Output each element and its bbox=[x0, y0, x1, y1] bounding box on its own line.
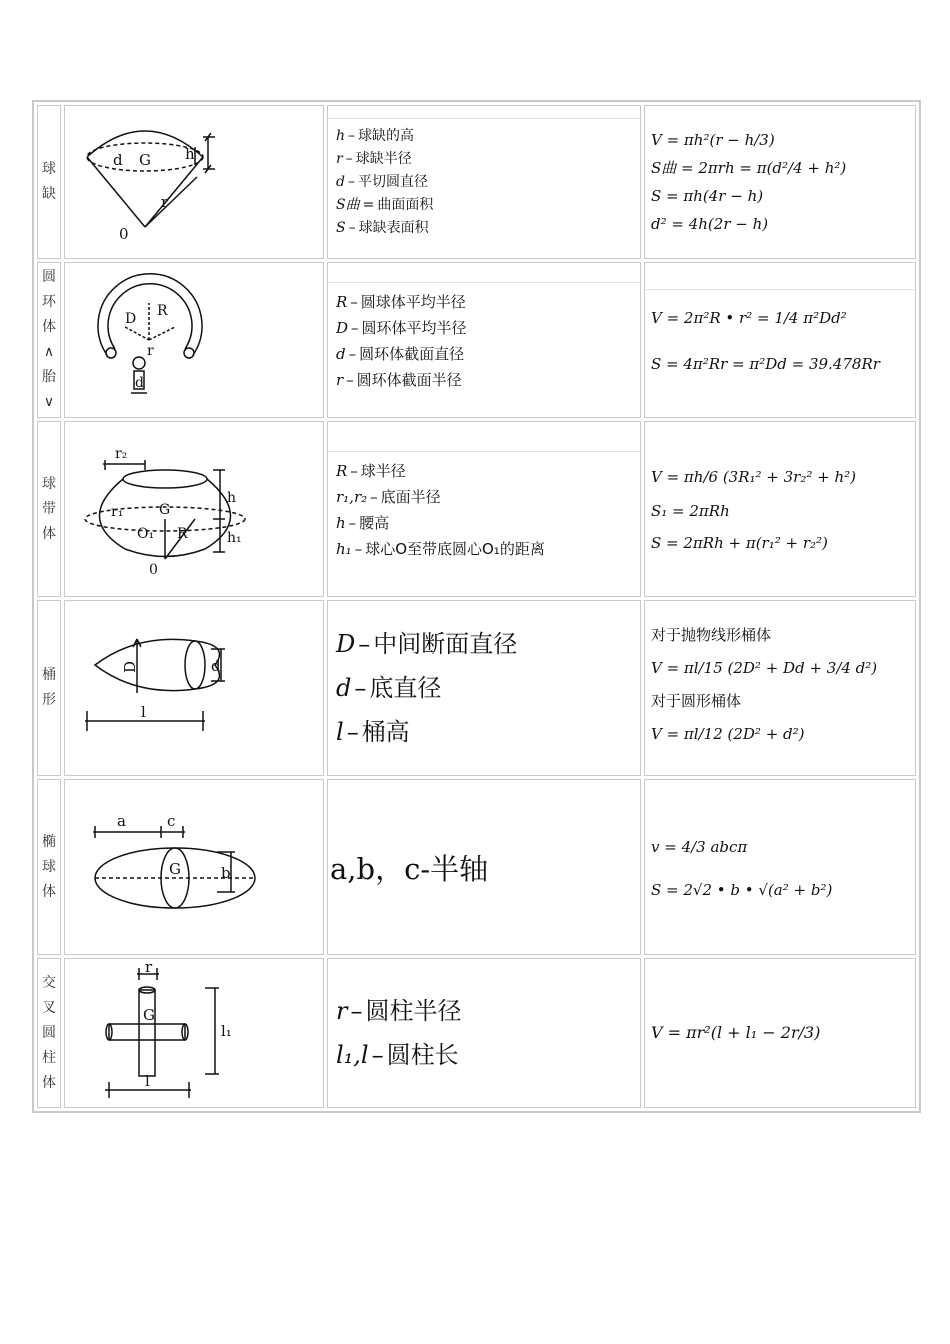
formula-line: S = πh(4r − h) bbox=[651, 187, 764, 205]
figure-cell bbox=[64, 105, 324, 259]
formula-line: V = πl/12 (2D² + d²) bbox=[651, 725, 805, 743]
fig-label: r bbox=[145, 960, 153, 976]
fig-label: G bbox=[169, 860, 181, 878]
shape-name-cell: 球 带 体 bbox=[37, 421, 61, 597]
variable-line: h₁ – 球心O至带底圆心O₁的距离 bbox=[336, 539, 545, 558]
variables-cell bbox=[327, 779, 641, 955]
axes-description: a,b，c-半轴 bbox=[330, 851, 489, 886]
variable-line: r – 圆环体截面半径 bbox=[336, 370, 462, 389]
formula-line: v = 4/3 abcπ bbox=[651, 838, 748, 856]
formula-cell bbox=[644, 779, 916, 955]
table-row bbox=[37, 600, 916, 776]
variable-line: R – 球半径 bbox=[336, 461, 406, 480]
shape-name-cell: 球 缺 bbox=[37, 105, 61, 259]
fig-label: l₁ bbox=[221, 1022, 232, 1040]
formula-line: S₁ = 2πRh bbox=[651, 502, 730, 520]
variable-line: d – 圆环体截面直径 bbox=[336, 344, 465, 363]
fig-label: c bbox=[167, 812, 176, 830]
ellipsoid-figure bbox=[65, 782, 323, 952]
variable-line: D – 圆环体平均半径 bbox=[336, 318, 467, 337]
figure-cell bbox=[64, 600, 324, 776]
formula-line: S = 2πRh + π(r₁² + r₂²) bbox=[651, 534, 828, 552]
table-row bbox=[37, 262, 916, 418]
formula-note: 对于圆形桶体 bbox=[651, 692, 742, 710]
variables-cell bbox=[327, 421, 641, 597]
torus-figure bbox=[65, 265, 323, 415]
fig-label: h bbox=[185, 145, 195, 163]
fig-label: 0 bbox=[119, 225, 129, 243]
variables-cell bbox=[327, 262, 641, 418]
geometry-formula-table bbox=[32, 100, 921, 1113]
fig-label: O₁ bbox=[137, 526, 155, 542]
table-row bbox=[37, 421, 916, 597]
formula-cell bbox=[644, 105, 916, 259]
fig-label: a bbox=[117, 812, 126, 830]
variable-line: h – 腰高 bbox=[336, 513, 390, 532]
fig-label: D bbox=[125, 311, 137, 327]
fig-label: l bbox=[145, 1072, 150, 1090]
variable-line: S曲 = 曲面面积 bbox=[336, 197, 434, 213]
formula-line: V = πl/15 (2D² + Dd + 3/4 d²) bbox=[651, 659, 878, 677]
variable-line: r – 球缺半径 bbox=[336, 151, 412, 167]
table-row bbox=[37, 105, 916, 259]
shape-name-cell: 桶 形 bbox=[37, 600, 61, 776]
table-row bbox=[37, 958, 916, 1108]
variable-line: h – 球缺的高 bbox=[336, 128, 415, 144]
spherical-zone-figure bbox=[65, 424, 323, 594]
variable-line: D – 中间断面直径 bbox=[336, 630, 518, 658]
formula-line: d² = 4h(2r − h) bbox=[651, 215, 769, 233]
formula-cell bbox=[644, 600, 916, 776]
variable-line: l – 桶高 bbox=[336, 718, 410, 746]
shape-name-cell: 圆 环 体 ∧ 胎 ∨ bbox=[37, 262, 61, 418]
fig-label: d bbox=[113, 151, 123, 169]
fig-label: R bbox=[157, 303, 168, 319]
variable-line: l₁,l – 圆柱长 bbox=[336, 1041, 459, 1069]
table-row bbox=[37, 779, 916, 955]
fig-label: d bbox=[211, 657, 221, 675]
figure-cell bbox=[64, 779, 324, 955]
shape-name-cell: 椭 球 体 bbox=[37, 779, 61, 955]
figure-cell bbox=[64, 421, 324, 597]
fig-label: b bbox=[221, 864, 231, 882]
fig-label: h bbox=[227, 490, 237, 506]
variable-line: R – 圆球体平均半径 bbox=[336, 292, 466, 311]
formula-line: S = 2√2 • b • √(a² + b²) bbox=[651, 881, 833, 899]
formula-cell bbox=[644, 262, 916, 418]
fig-label: d bbox=[135, 375, 144, 391]
formula-note: 对于抛物线形桶体 bbox=[651, 626, 772, 644]
variables-cell bbox=[327, 958, 641, 1108]
crossed-cylinder-figure bbox=[65, 960, 323, 1106]
fig-label: l bbox=[141, 703, 146, 721]
figure-cell bbox=[64, 262, 324, 418]
fig-label: G bbox=[143, 1006, 155, 1024]
variable-line: r₁,r₂ – 底面半径 bbox=[336, 487, 441, 506]
fig-label: r₁ bbox=[111, 504, 124, 520]
formula-line: V = πr²(l + l₁ − 2r/3) bbox=[651, 1023, 821, 1042]
fig-label: G bbox=[159, 502, 171, 518]
fig-label: r bbox=[147, 343, 154, 359]
variable-line: r – 圆柱半径 bbox=[336, 997, 462, 1025]
formula-cell bbox=[644, 421, 916, 597]
formula-line: S = 4π²Rr = π²Dd = 39.478Rr bbox=[651, 354, 880, 373]
variable-line: d – 平切圆直径 bbox=[336, 174, 428, 190]
spherical-segment-figure bbox=[65, 107, 323, 257]
fig-label: h₁ bbox=[227, 530, 242, 546]
variable-line: S – 球缺表面积 bbox=[336, 220, 429, 236]
fig-label: r₂ bbox=[115, 446, 128, 462]
fig-label: R bbox=[177, 526, 188, 542]
variables-cell bbox=[327, 600, 641, 776]
formula-line: S曲 = 2πrh = π(d²/4 + h²) bbox=[651, 159, 847, 177]
formula-line: V = πh/6 (3R₁² + 3r₂² + h²) bbox=[651, 468, 857, 486]
figure-cell bbox=[64, 958, 324, 1108]
fig-label: G bbox=[139, 151, 151, 169]
formula-line: V = πh²(r − h/3) bbox=[651, 131, 775, 149]
variables-cell bbox=[327, 105, 641, 259]
formula-line: V = 2π²R • r² = 1/4 π²Dd² bbox=[651, 308, 847, 327]
fig-label: D bbox=[121, 660, 139, 673]
variable-line: d – 底直径 bbox=[336, 674, 442, 702]
barrel-figure bbox=[65, 603, 323, 773]
fig-label: r bbox=[161, 193, 169, 211]
formula-cell bbox=[644, 958, 916, 1108]
shape-name-cell: 交 叉 圆 柱 体 bbox=[37, 958, 61, 1108]
fig-label: 0 bbox=[149, 562, 158, 578]
